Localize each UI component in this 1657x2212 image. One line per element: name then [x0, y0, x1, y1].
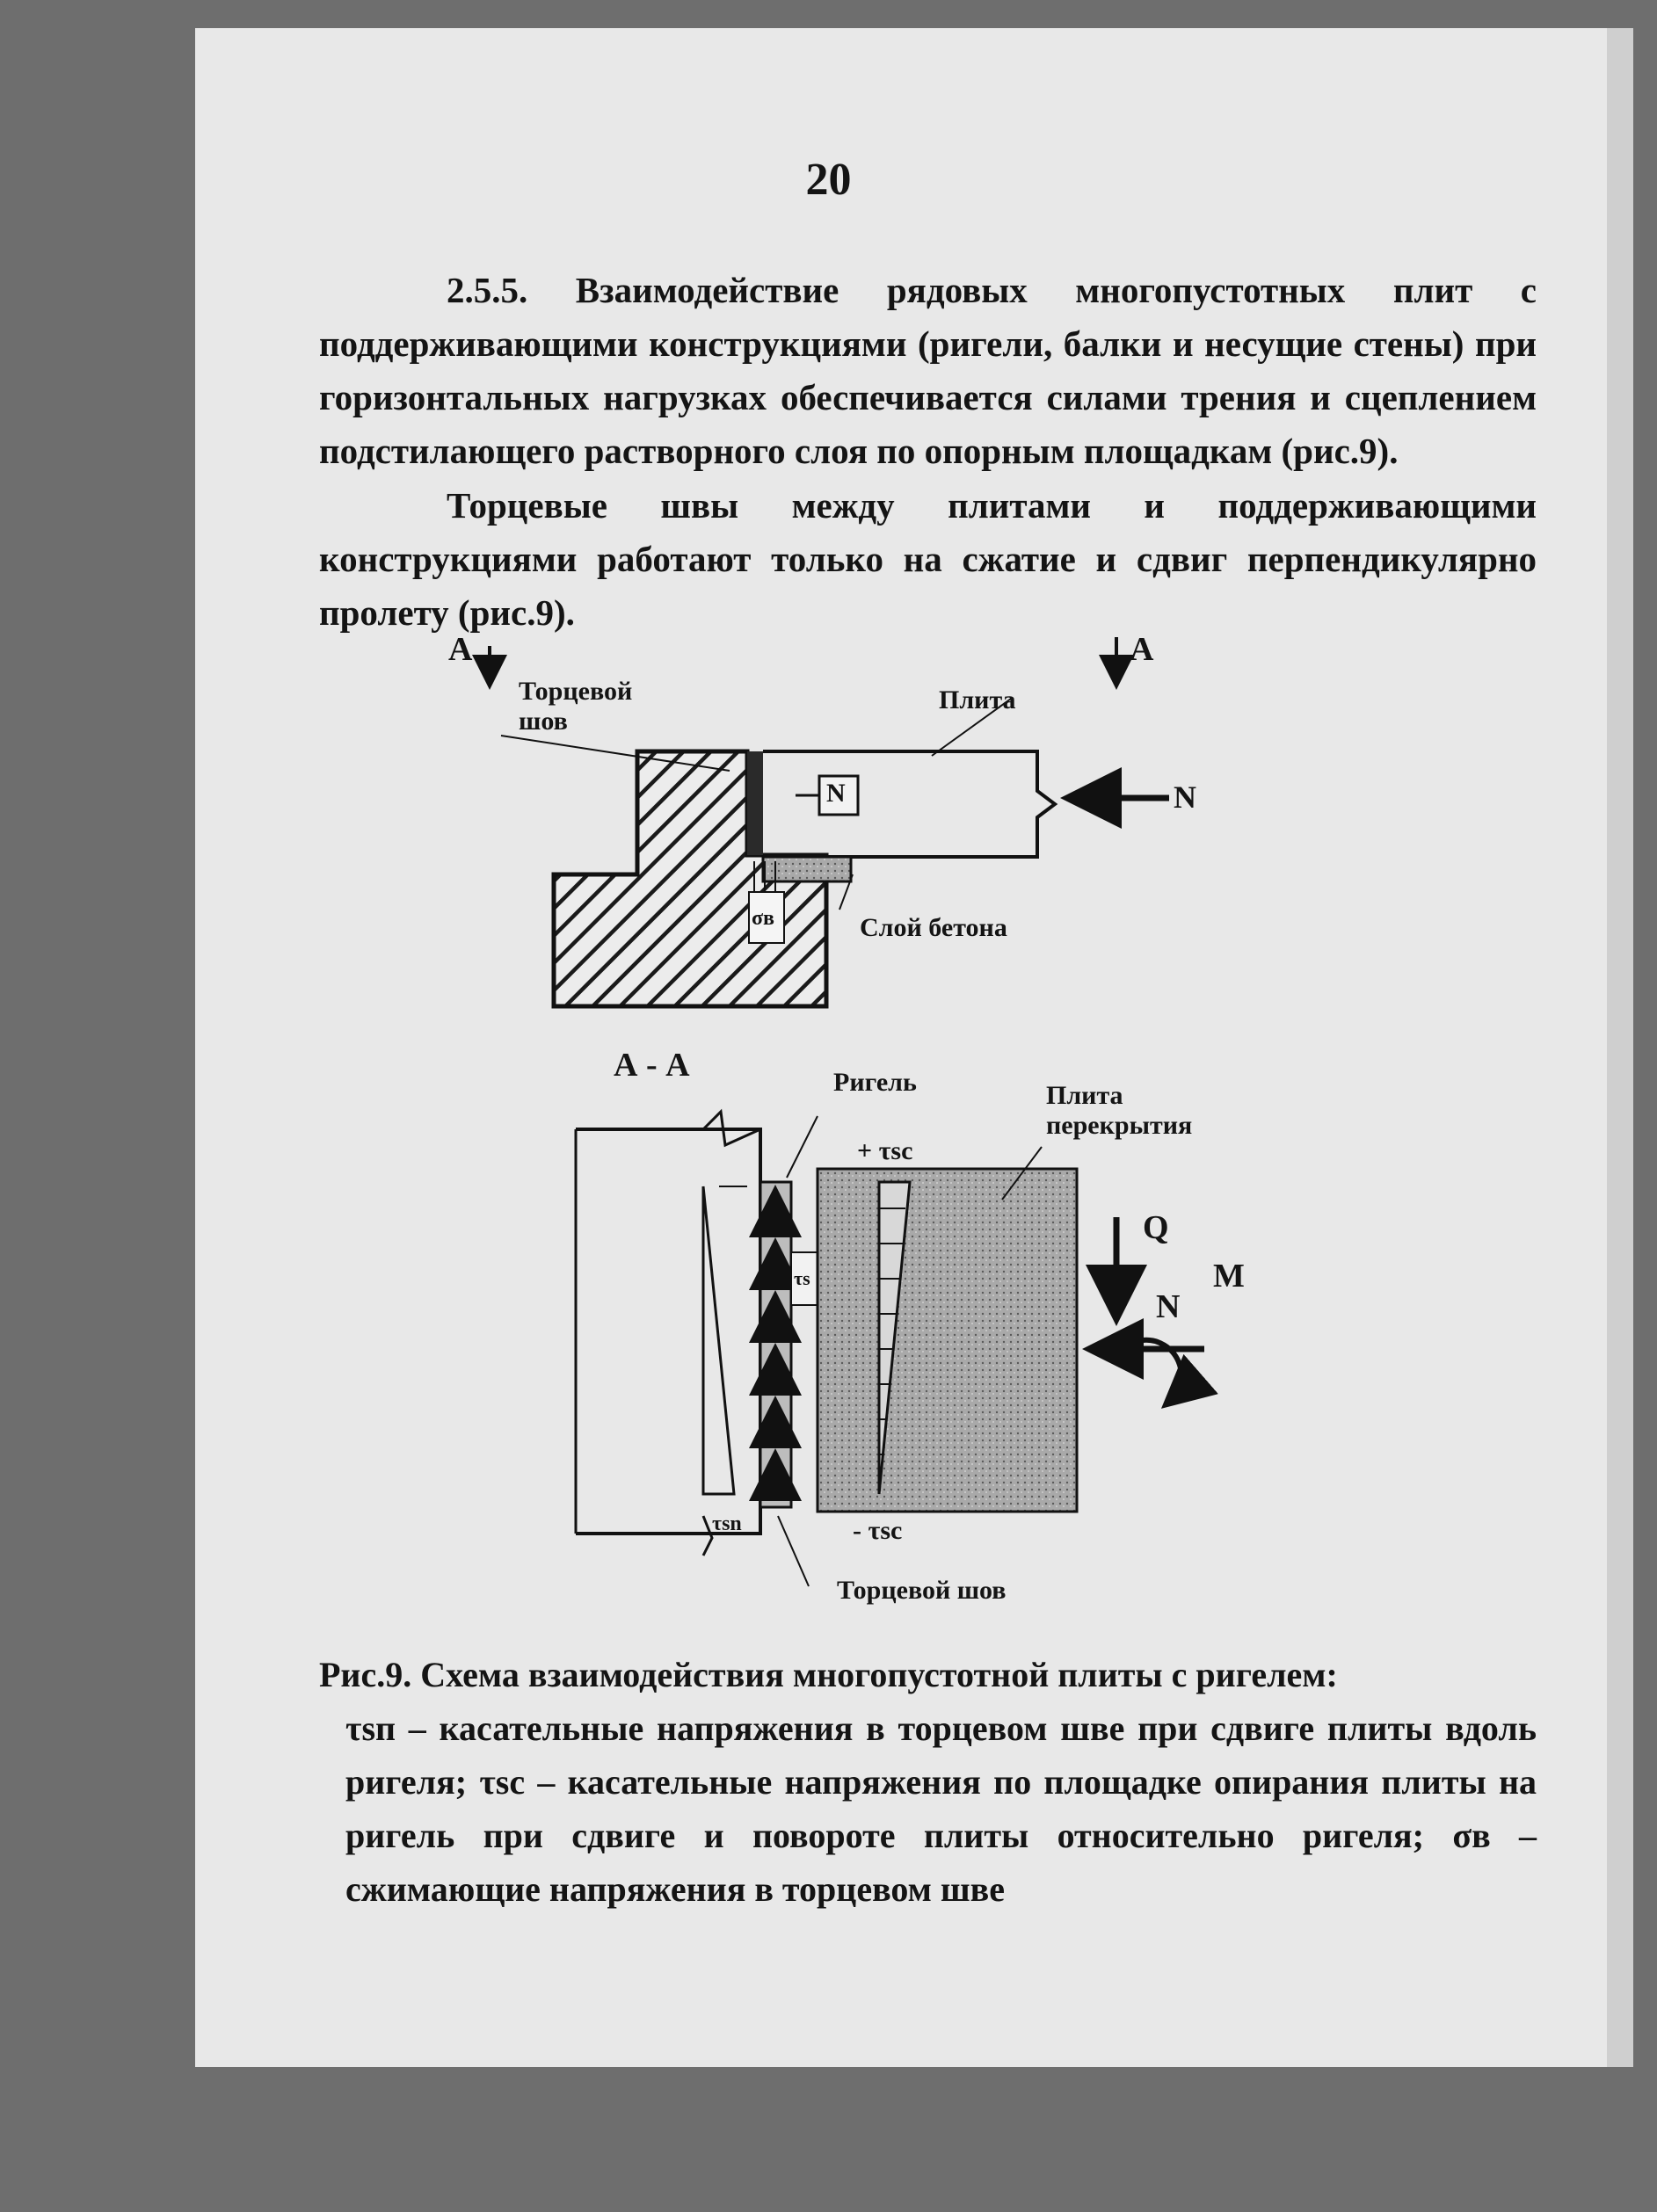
caption-body: τsп – касательные напряжения в торцевом шве при сдвиге плиты вдоль ригеля; τsc – касательные напряжения по площадке опирания плиты на ригель при сдвиге и повороте плиты относительно ригеля; σв – сжимающие напряжения в торцевом шве	[345, 1708, 1537, 1909]
label-tau-sc-top: + τsc	[857, 1136, 913, 1165]
label-force-n-box: N	[826, 779, 846, 808]
label-slab-bottom: Плита перекрытия	[1046, 1081, 1193, 1140]
end-joint-strip	[747, 751, 763, 855]
figure-9	[440, 631, 1319, 1613]
label-section-mark-right: А	[1130, 631, 1154, 668]
label-slab-top: Плита	[939, 685, 1016, 714]
label-tau-s: τs	[794, 1267, 810, 1289]
label-section-title: А - А	[614, 1047, 690, 1084]
slab-section	[818, 1169, 1077, 1512]
slab-outline	[763, 751, 1055, 857]
break-line-bottom	[703, 1516, 712, 1556]
leader-joint-bottom	[778, 1516, 809, 1586]
label-beam: Ригель	[833, 1068, 917, 1097]
caption-title: Рис.9. Схема взаимодействия многопустотной плиты с ригелем:	[319, 1655, 1338, 1694]
label-force-q: Q	[1143, 1209, 1169, 1246]
label-end-joint-top: Торцевой шов	[519, 677, 633, 736]
page-edge-shadow	[1607, 28, 1633, 2067]
label-concrete-layer: Слой бетона	[860, 913, 1007, 942]
paragraph-2-5-5: 2.5.5. Взаимодействие рядовых многопустотных плит с поддерживающими конструкциями (ригели, балки и несущие стены) при горизонтальных нагрузках обеспечивается силами трения и сцеплением подстилающего растворного слоя по опорным площадкам (рис.9).	[319, 270, 1537, 471]
label-force-n-arrow: N	[1174, 780, 1196, 815]
label-section-mark-left: А	[448, 631, 473, 668]
page-number: 20	[805, 155, 852, 205]
label-tau-sc-bottom: - τsc	[853, 1516, 903, 1545]
label-end-joint-bottom: Торцевой шов	[837, 1576, 1007, 1605]
beam-stress-triangle	[703, 1186, 734, 1494]
bottom-section-diagram	[576, 1112, 1204, 1586]
label-moment: M	[1213, 1258, 1245, 1295]
leader-beam	[787, 1116, 818, 1178]
paragraph-end-joints: Торцевые швы между плитами и поддерживающими конструкциями работают только на сжатие и сдвиг перпендикулярно пролету (рис.9).	[319, 485, 1537, 633]
figure-caption	[319, 1648, 1537, 1916]
label-tau-sn: τsn	[712, 1512, 742, 1535]
label-sigma-b: σв	[752, 907, 775, 930]
label-force-n-bottom: N	[1156, 1288, 1181, 1325]
